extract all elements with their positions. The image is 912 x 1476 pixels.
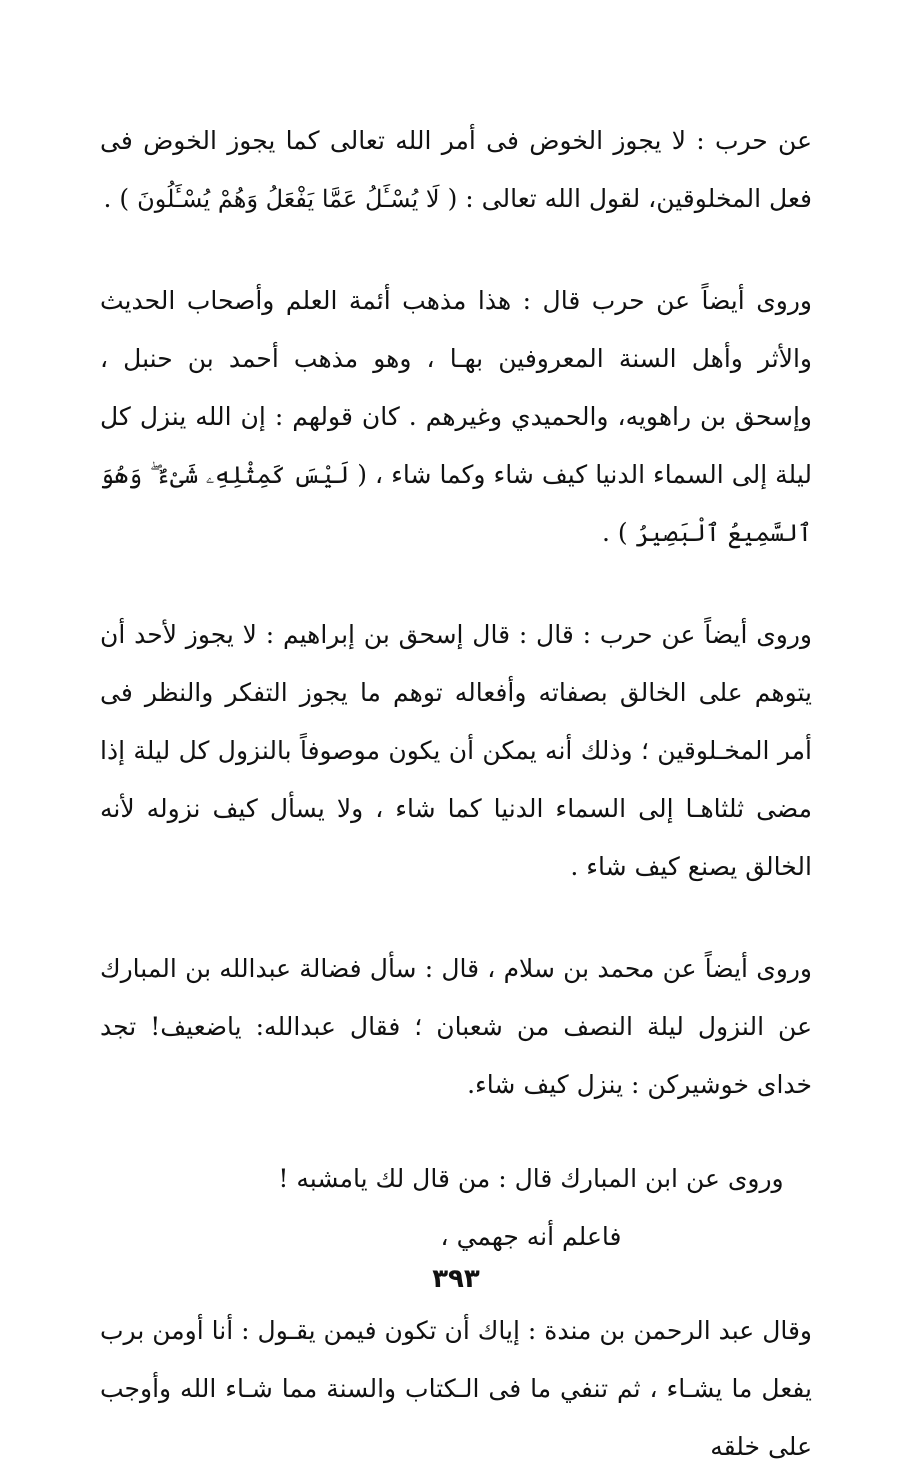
paragraph-6: وقال عبد الرحمن بن مندة : إياك أن تكون فيمن يقـول : أنا أومن برب يفعل ما يشـاء ، ثم تنفي ما فى الـكتاب والسنة مما شـاء الله وأوجب على خلقه bbox=[100, 1316, 812, 1461]
paragraph-2-closing: ) . bbox=[602, 518, 628, 547]
paragraph-2 bbox=[100, 272, 812, 562]
paragraph-1-closing: ) . bbox=[103, 184, 130, 213]
paragraph-5: وروى عن ابن المبارك قال : من قال لك يامشبه ! فاعلم أنه جهمي ، bbox=[278, 1164, 784, 1251]
paragraph-1 bbox=[100, 112, 812, 228]
paragraph-2-text: وروى أيضاً عن حرب قال : هذا مذهب أئمة العلم وأصحاب الحديث والأثر وأهل السنة المعروفين بهـا ، وهو مذهب أحمد بن حنبل ، وإسحق بن راهويه، والحميدي وغيرهم . كان قولهم : إن الله ينزل كل ليلة إلى السماء الدنيا كيف شاء وكما شاء ، ( bbox=[100, 286, 812, 489]
paragraph-3: وروى أيضاً عن حرب : قال : قال إسحق بن إبراهيم : لا يجوز لأحد أن يتوهم على الخالق بصفاته وأفعاله توهم ما يجوز التفكر والنظر فى أمر المخـلوقين ؛ وذلك أنه يمكن أن يكون موصوفاً بالنزول كل ليلة إذا مضى ثلثاهـا إلى السماء الدنيا كما شاء ، ولا يسأل كيف نزوله لأنه الخالق يصنع كيف شاء . bbox=[100, 620, 812, 881]
quran-verse-2: لَيْسَ كَمِثْلِهِۦ شَىْءٌ ۖ وَهُوَ ٱلسَّمِيعُ ٱلْبَصِيرُ bbox=[100, 461, 812, 547]
paragraph-4: وروى أيضاً عن محمد بن سلام ، قال : سأل فضالة عبدالله بن المبارك عن النزول ليلة النصف من شعبان ؛ فقال عبدالله: ياضعيف! تجد خداى خوشيركن : ينزل كيف شاء. bbox=[100, 954, 812, 1099]
page-number: ٣٩٣ bbox=[432, 1264, 480, 1294]
quran-verse-1: لَا يُسْـَٔلُ عَمَّا يَفْعَلُ وَهُمْ يُسْـَٔلُونَ bbox=[137, 185, 440, 213]
paragraph-1-text: عن حرب : لا يجوز الخوض فى أمر الله تعالى كما يجوز الخوض فى فعل المخلوقين، لقول الله تعالى : ( bbox=[100, 126, 812, 213]
